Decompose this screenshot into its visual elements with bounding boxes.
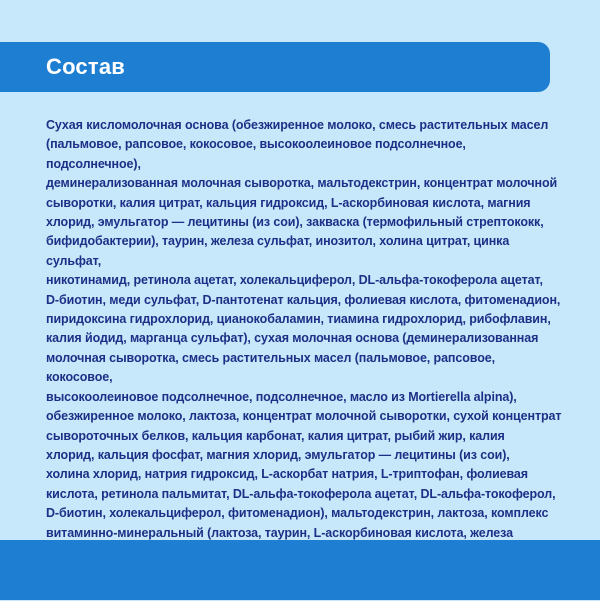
footer-bar <box>0 540 600 600</box>
header-bar <box>0 42 550 92</box>
section-title: Состав <box>46 54 126 79</box>
composition-text: Сухая кисломолочная основа (обезжиренное молоко, смесь растительных масел (пальмовое, рапсовое, кокосовое, высокоолеиновое подсолнечное, подсолнечное), деминерализованная молочная сыворотка, мальтодекстрин, концентрат молочной сыворотки, калия цитрат, кальция гидроксид, L-аскорбиновая кислота, магния хлорид, эмульгатор — лецитины (из сои), закваска (термофильный стрептококк, бифидобактерии), таурин, железа сульфат, инозитол, холина цитрат, цинка сульфат, никотинамид, ретинола ацетат, холекальциферол, DL-альфа-токоферола ацетат, D-биотин, меди сульфат, D-пантотенат кальция, фолиевая кислота, фитоменадион, пиридоксина гидрохлорид, цианокобаламин, тиамина гидрохлорид, рибофлавин, калия йодид, марганца сульфат), сухая молочная основа (деминерализованная молочная сыворотка, смесь растительных масел (пальмовое, рапсовое, кокосовое, высокоолеиновое подсолнечное, подсолнечное, масло из Mortierella alpina), обезжиренное молоко, лактоза, концентрат молочной сыворотки, сухой концентрат сывороточных белков, кальция карбонат, калия цитрат, рыбий жир, калия хлорид, кальция фосфат, магния хлорид, эмульгатор — лецитины (из сои), холина хлорид, натрия гидроксид, L-аскорбат натрия, L-триптофан, фолиевая кислота, ретинола пальмитат, DL-альфа-токоферола ацетат, DL-альфа-токоферол, D-биотин, холекальциферол, фитоменадион), мальтодекстрин, лактоза, комплекс витаминно-минеральный (лактоза, таурин, L-аскорбиновая кислота, железа <box>46 118 562 540</box>
